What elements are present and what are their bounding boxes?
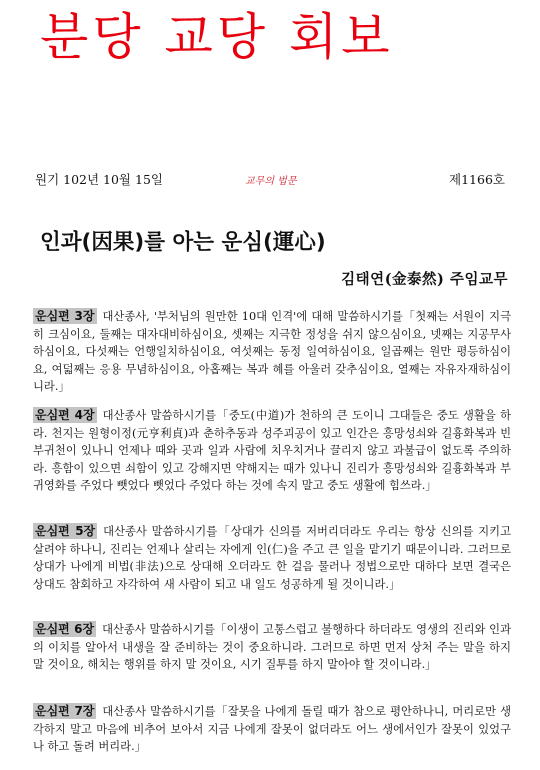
issue-info-bar — [35, 170, 505, 190]
section-label: 운심편 5장 — [35, 524, 96, 538]
section-label: 운심편 6장 — [35, 622, 95, 636]
article-title: 인과(因果)를 아는 운심(運心) — [40, 230, 326, 255]
section-label: 운심편 7장 — [35, 704, 95, 718]
section-text: 대산종사 말씀하시기를「잘못을 나에게 돌릴 때가 참으로 평안하나니, 머리로만 생각하지 말고 마음에 비추어 보아서 지금 나에게 잘못이 없더라도 어느 생에서인가 잘못이 있었구나 하고 돌려 버리라.」 — [33, 705, 511, 754]
section-label: 운심편 3장 — [35, 309, 95, 323]
section-text: 대산종사 말씀하시기를「이생이 고통스럽고 불행하다 하더라도 영생의 진리와 인과의 이치를 알아서 내생을 잘 준비하는 것이 중요하니라. 그러므로 하면 먼저 상처 주는 말을 하지 말 것이요, 해치는 행위를 하지 말 것이요, 시기 질투를 하지 말아야 할 것이니라.」 — [33, 623, 511, 672]
section-text: 대산종사, '부처님의 원만한 10대 인격'에 대해 말씀하시기를「첫째는 서원이 지극히 크심이요, 둘째는 대자대비하심이요, 셋째는 지극한 정성을 쉬지 않으심이요, 넷째는 지공무사하심이요, 다섯째는 언행일치하심이요, 여섯째는 동정 일여하심이요, 일곱째는 원만 평등하심이요, 여덟째는 응용 무념하심이요, 아홉째는 복과 혜를 아울러 갖추심이요, 열째는 자유자재하심이니라.」 — [33, 310, 511, 394]
section-label: 운심편 4장 — [35, 408, 95, 422]
column-name: 교무의 법문 — [245, 176, 297, 187]
masthead-title: 분당 교당 회보 — [40, 8, 394, 66]
issue-number: 제1166호 — [449, 172, 505, 187]
section-unsim-6 — [33, 621, 511, 674]
section-unsim-3 — [33, 308, 511, 396]
section-text: 대산종사 말씀하시기를「중도(中道)가 천하의 큰 도이니 그대들은 중도 생활을 하라. 천지는 원형이정(元亨利貞)과 춘하추동과 성주괴공이 있고 인간은 흥망성쇠와 길흉화복과 빈부귀천이 있나니 언제나 때와 곳과 일과 사람에 치우치거나 끌리지 않고 과불급이 없도록 주의하라. 흥함이 있으면 쇠함이 있고 강해지면 약해지는 때가 있나니 진리가 흥망성쇠와 길흉화복과 부귀영화를 주었다 뺏었다 뺏었다 주었다 하는 것에 속지 말고 중도 생활에 힘쓰라.」 — [33, 409, 511, 493]
section-unsim-7 — [33, 703, 511, 756]
article-author: 김태연(金泰然) 주임교무 — [341, 271, 508, 288]
section-text: 대산종사 말씀하시기를「상대가 신의를 저버리더라도 우리는 항상 신의를 지키고 살려야 하나니, 진리는 언제나 살리는 자에게 인(仁)을 주고 큰 일을 맡기기 때문이니라. 그러므로 상대가 나에게 비법(非法)으로 상대해 오더라도 한 걸음 물러나 정법으로만 대하다 보면 결국은 상대도 참회하고 자각하여 새 사람이 되고 내 일도 성공하게 될 것이니라.」 — [33, 525, 511, 591]
issue-date: 원기 102년 10월 15일 — [35, 172, 163, 187]
section-unsim-4 — [33, 407, 511, 495]
section-unsim-5 — [33, 523, 511, 593]
